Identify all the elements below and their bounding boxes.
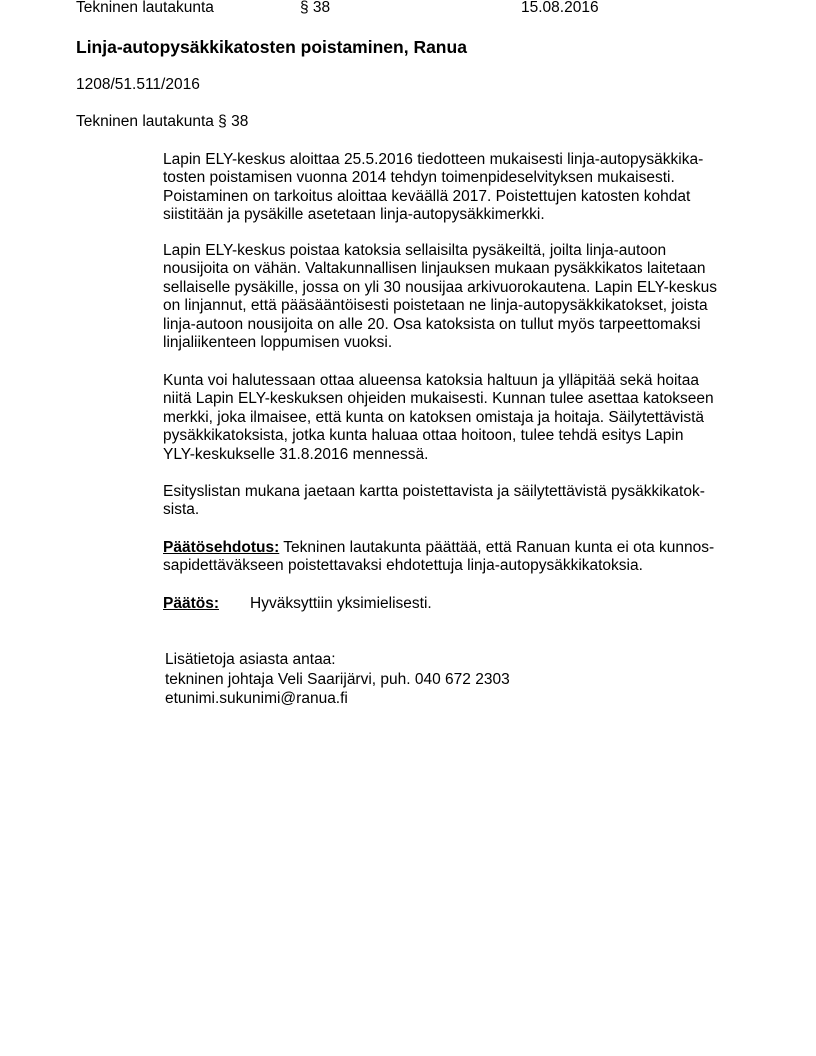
contact-email: etunimi.sukunimi@ranua.fi bbox=[165, 690, 348, 707]
paragraph-line: niitä Lapin ELY-keskuksen ohjeiden mukaisesti. Kunnan tulee asettaa katokseen bbox=[163, 390, 714, 408]
proposal-text-continued: sapidettäväkseen poistettavaksi ehdotettuja linja-autopysäkkikatoksia. bbox=[163, 557, 643, 575]
proposal-text: Tekninen lautakunta päättää, että Ranuan kunta ei ota kunnos- bbox=[279, 539, 715, 556]
contact-intro: Lisätietoja asiasta antaa: bbox=[165, 651, 336, 668]
paragraph-line: Poistaminen on tarkoitus aloittaa keväällä 2017. Poistettujen katosten kohdat bbox=[163, 187, 691, 205]
paragraph-line: Esityslistan mukana jaetaan kartta poistettavista ja säilytettävistä pysäkkikatok- bbox=[163, 483, 705, 500]
document-title: Linja-autopysäkkikatosten poistaminen, Ranua bbox=[76, 37, 467, 57]
paragraph-line: linjaliikenteen loppumisen vuoksi. bbox=[163, 334, 393, 352]
paragraph-line: Kunta voi halutessaan ottaa alueensa katoksia haltuun ja ylläpitää sekä hoitaa bbox=[163, 372, 699, 389]
decision-text: Hyväksyttiin yksimielisesti. bbox=[250, 595, 432, 612]
paragraph-2 bbox=[163, 242, 753, 352]
contact-info bbox=[165, 650, 510, 709]
paragraph-4 bbox=[163, 483, 753, 520]
paragraph-line: siistitään ja pysäkille asetetaan linja-autopysäkkimerkki. bbox=[163, 206, 545, 224]
paragraph-line: sellaiselle pysäkille, jossa on yli 30 nousijaa arkivuorokautena. Lapin ELY-keskus bbox=[163, 278, 718, 296]
proposal-label: Päätösehdotus: bbox=[163, 539, 280, 556]
paragraph-3 bbox=[163, 372, 753, 464]
header-board: Tekninen lautakunta bbox=[76, 0, 214, 16]
paragraph-line: YLY-keskukselle 31.8.2016 mennessä. bbox=[163, 445, 429, 463]
paragraph-line: Lapin ELY-keskus poistaa katoksia sellaisilta pysäkeiltä, joilta linja-autoon bbox=[163, 242, 667, 259]
decision-label: Päätös: bbox=[163, 595, 219, 612]
decision-proposal bbox=[163, 539, 753, 576]
paragraph-line: linja-autoon nousijoita on alle 20. Osa katoksista on tullut myös tarpeettomaksi bbox=[163, 315, 701, 333]
paragraph-line: nousijoita on vähän. Valtakunnallisen linjauksen mukaan pysäkkikatos laitetaan bbox=[163, 260, 706, 278]
record-number: 1208/51.511/2016 bbox=[76, 76, 200, 93]
proposal-first-line bbox=[163, 539, 753, 557]
paragraph-line: Lapin ELY-keskus aloittaa 25.5.2016 tiedotteen mukaisesti linja-autopysäkkika- bbox=[163, 151, 704, 168]
header-section: § 38 bbox=[300, 0, 331, 16]
paragraph-line: tosten poistamisen vuonna 2014 tehdyn toimenpideselvityksen mukaisesti. bbox=[163, 169, 675, 187]
paragraph-line: on linjannut, että pääsääntöisesti poistetaan ne linja-autopysäkkikatokset, joista bbox=[163, 297, 708, 315]
paragraph-line: pysäkkikatoksista, jotka kunta haluaa ottaa hoitoon, tulee tehdä esitys Lapin bbox=[163, 427, 684, 445]
header-date: 15.08.2016 bbox=[521, 0, 599, 16]
board-section: Tekninen lautakunta § 38 bbox=[76, 113, 249, 130]
paragraph-1 bbox=[163, 151, 753, 225]
paragraph-line: merkki, joka ilmaisee, että kunta on katoksen omistaja ja hoitaja. Säilytettävistä bbox=[163, 408, 705, 426]
contact-person: tekninen johtaja Veli Saarijärvi, puh. 040 672 2303 bbox=[165, 670, 510, 688]
paragraph-line: sista. bbox=[163, 501, 200, 519]
decision bbox=[163, 595, 753, 613]
